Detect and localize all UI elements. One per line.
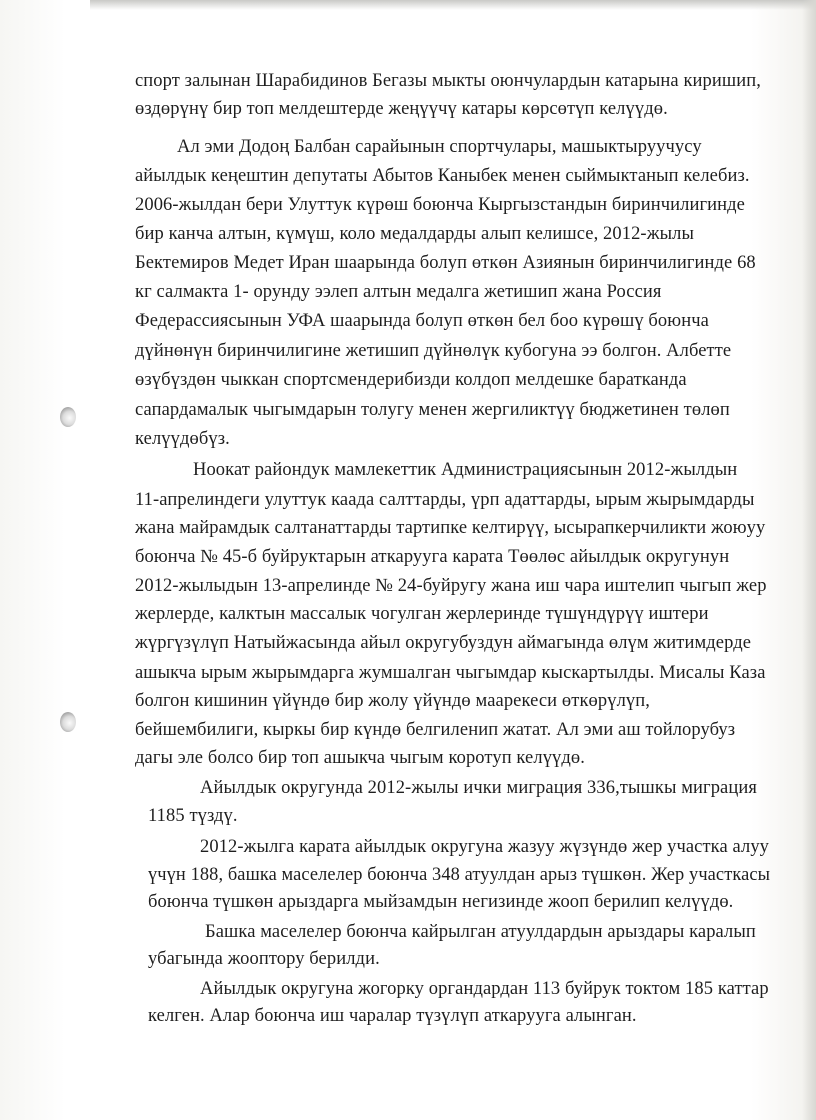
text-line: кг салмакта 1- орунду ээлеп алтын медалга жетишип жана Россия — [135, 282, 662, 302]
text-line: Бектемиров Медет Иран шаарында болуп өткөн Азиянын биринчилигинде 68 — [135, 253, 756, 273]
text-line: өзүбүздөн чыккан спортсмендерибизди колдоп мелдешке баратканда — [135, 370, 687, 390]
text-line: Федерассиясынын УФА шаарында болуп өткөн бел боо күрөшү боюнча — [135, 311, 709, 331]
text-line: 2012-жылыдын 13-апрелинде № 24-буйругу жана иш чара иштелип чыгып жер — [135, 576, 767, 596]
text-line: 2012-жылга карата айылдык округуна жазуу жүзүндө жер участка алуу — [200, 837, 770, 857]
text-line: Ноокат райондук мамлекеттик Администрациясынын 2012-жылдын — [193, 460, 738, 480]
text-line: 1185 түздү. — [148, 806, 238, 826]
text-line: дагы эле болсо бир топ ашыкча чыгым коротуп келүүдө. — [135, 748, 585, 768]
text-line: бир канча алтын, күмүш, коло медалдарды алып келишсе, 2012-жылы — [135, 224, 694, 244]
text-line: убагында жооптору берилди. — [148, 949, 380, 969]
text-line: дүйнөнүн биринчилигине жетишип дүйнөлүк кубогуна ээ болгон. Албетте — [135, 341, 732, 361]
text-line: келүүдөбүз. — [135, 429, 230, 449]
text-line: бейшембилиги, кыркы бир күндө белгиленип жатат. Ал эми аш тойлорубуз — [135, 720, 736, 740]
text-line: Ал эми Додоң Балбан сарайынын спортчулары, машыктыруучусу — [177, 137, 702, 157]
text-line: Айылдык округунда 2012-жылы ички миграция 336,тышкы миграция — [200, 778, 757, 798]
text-line: 11-апрелиндеги улуттук каада салттарды, үрп адаттарды, ырым жырымдарды — [135, 490, 755, 510]
punch-hole-upper — [60, 407, 76, 427]
scan-top-shadow — [90, 0, 816, 10]
text-line: Башка маселелер боюнча кайрылган атуулдардын арыздары каралып — [205, 922, 756, 942]
text-line: ашыкча ырым жырымдарга жумшалган чыгымдар кыскартылды. Мисалы Каза — [135, 663, 766, 683]
text-line: боюнча түшкөн арыздарга мыйзамдын негизинде жооп берилип келүүдө. — [148, 892, 734, 912]
text-line: келген. Алар боюнча иш чаралар түзүлүп аткарууга алынган. — [148, 1006, 637, 1026]
text-line: боюнча № 45-б буйруктарын аткарууга карата Төөлөс айылдык округунун — [135, 547, 730, 567]
scan-right-edge — [802, 0, 816, 1120]
text-line: өздөрүнү бир топ мелдештерде жеңүүчү катары көрсөтүп келүүдө. — [135, 99, 668, 119]
text-line: сапардамалык чыгымдарын толугу менен жергиликтүү бюджетинен төлөп — [135, 400, 730, 420]
text-line: болгон кишинин үйүндө бир жолу үйүндө маарекеси өткөрүлүп, — [135, 691, 650, 711]
text-line: жана майрамдык салтанаттарды тартипке келтирүү, ысырапкерчиликти жоюуу — [135, 518, 766, 538]
text-line: үчүн 188, башка маселелер боюнча 348 атуулдан арыз түшкөн. Жер участкасы — [148, 865, 771, 885]
text-line: 2006-жылдан бери Улуттук күрөш боюнча Кыргызстандын биринчилигинде — [135, 195, 745, 215]
text-line: спорт залынан Шарабидинов Бегазы мыкты оюнчулардын катарына киришип, — [135, 71, 761, 91]
punch-hole-lower — [60, 712, 76, 732]
text-line: жерлерде, калктын массалык чогулган жерлеринде түшүндүрүү иштери — [135, 604, 709, 624]
text-line: жүргүзүлүп Натыйжасында айыл округубуздун аймагында өлүм житимдерде — [135, 633, 752, 653]
text-line: Айылдык округуна жогорку органдардан 113 буйрук токтом 185 каттар — [200, 979, 769, 999]
text-line: айылдык кеңештин депутаты Абытов Каныбек менен сыймыктанып келебиз. — [135, 166, 750, 186]
